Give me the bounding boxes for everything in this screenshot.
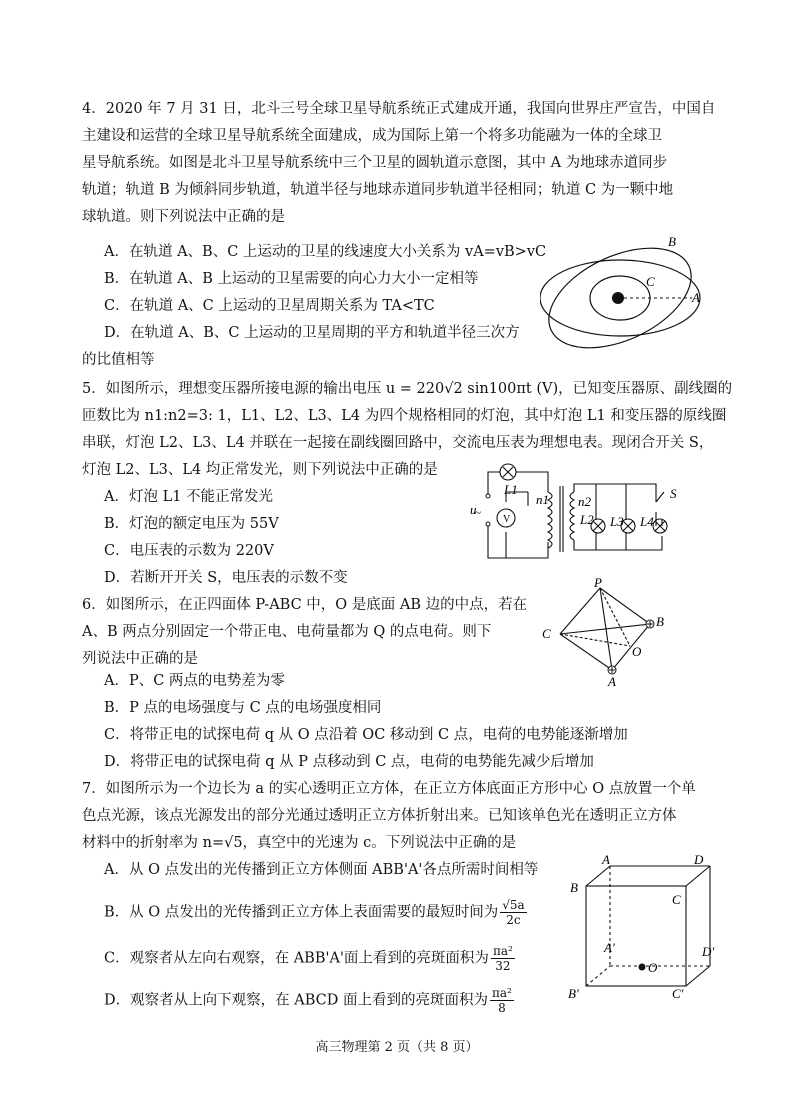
q6-option-c: C．将带正电的试探电荷 q 从 O 点沿着 OC 移动到 C 点，电荷的电势能逐渐增加 — [104, 727, 628, 743]
cube-diagram — [566, 852, 726, 1002]
q7-option-d-text: D．观察者从上向下观察，在 ABCD 面上看到的亮斑面积为 — [104, 992, 488, 1009]
label-p: P — [594, 578, 602, 590]
q4-option-d-line2: 的比值相等 — [82, 352, 155, 368]
label-c-prime: C′ — [672, 986, 684, 1001]
label-c: C — [542, 626, 551, 641]
label-l1: L1 — [504, 482, 518, 497]
label-u: u — [470, 502, 477, 517]
label-c: C — [646, 274, 655, 289]
q5-line3: 串联，灯泡 L2、L3、L4 并联在一起接在副线圈回路中，交流电压表为理想电表。现闭合开关 S， — [82, 435, 714, 451]
q4-line4: 轨道；轨道 B 为倾斜同步轨道，轨道半径与地球赤道同步轨道半径相同；轨道 C 为一颗中地 — [82, 182, 674, 198]
label-o: O — [632, 644, 642, 659]
q4-option-c: C．在轨道 A、C 上运动的卫星周期关系为 TA<TC — [104, 298, 435, 314]
q5-option-d: D．若断开开关 S，电压表的示数不变 — [104, 570, 348, 586]
label-a: A — [692, 290, 700, 305]
label-b: B — [656, 614, 664, 629]
light-source-o — [639, 964, 646, 971]
q7-line2: 色点光源，该点光源发出的部分光通过透明正立方体折射出来。已知该单色光在透明正立方体 — [82, 808, 677, 824]
q5-line1: 5．如图所示，理想变压器所接电源的输出电压 u = 220√2 sin100πt (V)，已知变压器原、副线圈的 — [82, 381, 733, 397]
label-a-prime: A′ — [604, 940, 615, 955]
label-s: S — [670, 486, 677, 501]
label-d-prime: D′ — [702, 944, 715, 959]
label-b-prime: B′ — [568, 986, 579, 1001]
q4-option-b: B．在轨道 A、B 上运动的卫星需要的向心力大小一定相等 — [104, 271, 479, 287]
label-l2: L2 — [580, 512, 594, 527]
q7-option-b-text: B．从 O 点发出的光传播到正立方体上表面需要的最短时间为 — [104, 904, 499, 921]
q7-option-c-denominator: 32 — [495, 959, 511, 973]
q7-option-c-fraction — [491, 944, 515, 973]
q7-line3: 材料中的折射率为 n=√5，真空中的光速为 c。下列说法中正确的是 — [82, 835, 517, 851]
q4-line3: 星导航系统。如图是北斗卫星导航系统中三个卫星的圆轨道示意图，其中 A 为地球赤道同步 — [82, 155, 668, 171]
q6-line3: 列说法中正确的是 — [82, 651, 198, 667]
label-d: D — [694, 852, 704, 867]
q7-option-c — [104, 944, 517, 973]
q4-line1: 4．2020 年 7 月 31 日，北斗三号全球卫星导航系统正式建成开通，我国向世界庄严宣告，中国自 — [82, 101, 716, 117]
ac-source-icon: ~ — [475, 507, 481, 519]
label-a: A — [608, 674, 616, 688]
q5-option-c: C．电压表的示数为 220V — [104, 543, 274, 559]
q7-option-d-fraction — [490, 986, 514, 1015]
label-b: B — [570, 880, 578, 895]
label-n1: n1 — [536, 492, 549, 507]
orbit-diagram — [540, 232, 720, 352]
q7-option-b-numerator: √5a — [502, 898, 525, 912]
voltmeter-label: V — [503, 514, 511, 525]
q4-option-d-line1: D．在轨道 A、B、C 上运动的卫星周期的平方和轨道半径三次方 — [104, 325, 520, 341]
label-b: B — [668, 234, 676, 249]
q7-option-d-denominator: 8 — [498, 1001, 506, 1015]
q5-option-a: A．灯泡 L1 不能正常发光 — [104, 489, 274, 505]
q7-option-c-numerator: πa² — [492, 944, 513, 958]
q7-option-d-numerator: πa² — [491, 986, 512, 1000]
q5-line2: 匝数比为 n1:n2=3: 1，L1、L2、L3、L4 为四个规格相同的灯泡，其中灯泡 L1 和变压器的原线圈 — [82, 408, 727, 424]
page-footer: 高三物理第 2 页（共 8 页） — [315, 1040, 479, 1055]
transformer-circuit — [466, 462, 686, 570]
q6-option-d: D．将带正电的试探电荷 q 从 P 点移动到 C 点，电荷的电势能先减少后增加 — [104, 754, 594, 770]
label-n2: n2 — [578, 494, 591, 509]
earth — [612, 292, 624, 304]
q6-option-b: B．P 点的电场强度与 C 点的电场强度相同 — [104, 700, 382, 716]
q7-line1: 7．如图所示为一个边长为 a 的实心透明正立方体，在正立方体底面正方形中心 O 点放置一个单 — [82, 781, 696, 797]
q7-option-b-fraction — [500, 898, 526, 927]
q4-option-a: A．在轨道 A、B、C 上运动的卫星的线速度大小关系为 vA=vB>vC — [104, 244, 547, 260]
q6-line2: A、B 两点分别固定一个带正电、电荷量都为 Q 的点电荷。则下 — [82, 624, 492, 640]
q4-line2: 主建设和运营的全球卫星导航系统全面建成，成为国际上第一个将多功能融为一体的全球卫 — [82, 128, 662, 144]
orbit-b — [540, 232, 707, 352]
q7-option-b-denominator: 2c — [506, 913, 521, 927]
q5-line4: 灯泡 L2、L3、L4 均正常发光，则下列说法中正确的是 — [82, 462, 438, 478]
label-l3: L3 — [610, 514, 624, 529]
q5-option-b: B．灯泡的额定电压为 55V — [104, 516, 279, 532]
q6-line1: 6．如图所示，在正四面体 P-ABC 中，O 是底面 AB 边的中点，若在 — [82, 597, 528, 613]
q7-option-b — [104, 898, 529, 927]
q6-option-a: A．P、C 两点的电势差为零 — [104, 673, 285, 689]
q7-option-a: A．从 O 点发出的光传播到正立方体侧面 ABB'A'各点所需时间相等 — [104, 862, 539, 878]
label-o: O — [648, 960, 658, 975]
label-c: C — [672, 892, 681, 907]
q7-option-c-text: C．观察者从左向右观察，在 ABB'A'面上看到的亮斑面积为 — [104, 950, 489, 967]
label-a: A — [602, 852, 610, 867]
q4-line5: 球轨道。则下列说法中正确的是 — [82, 209, 285, 225]
tetrahedron-diagram — [540, 578, 670, 688]
label-l4: L4 — [640, 514, 654, 529]
q7-option-d — [104, 986, 516, 1015]
